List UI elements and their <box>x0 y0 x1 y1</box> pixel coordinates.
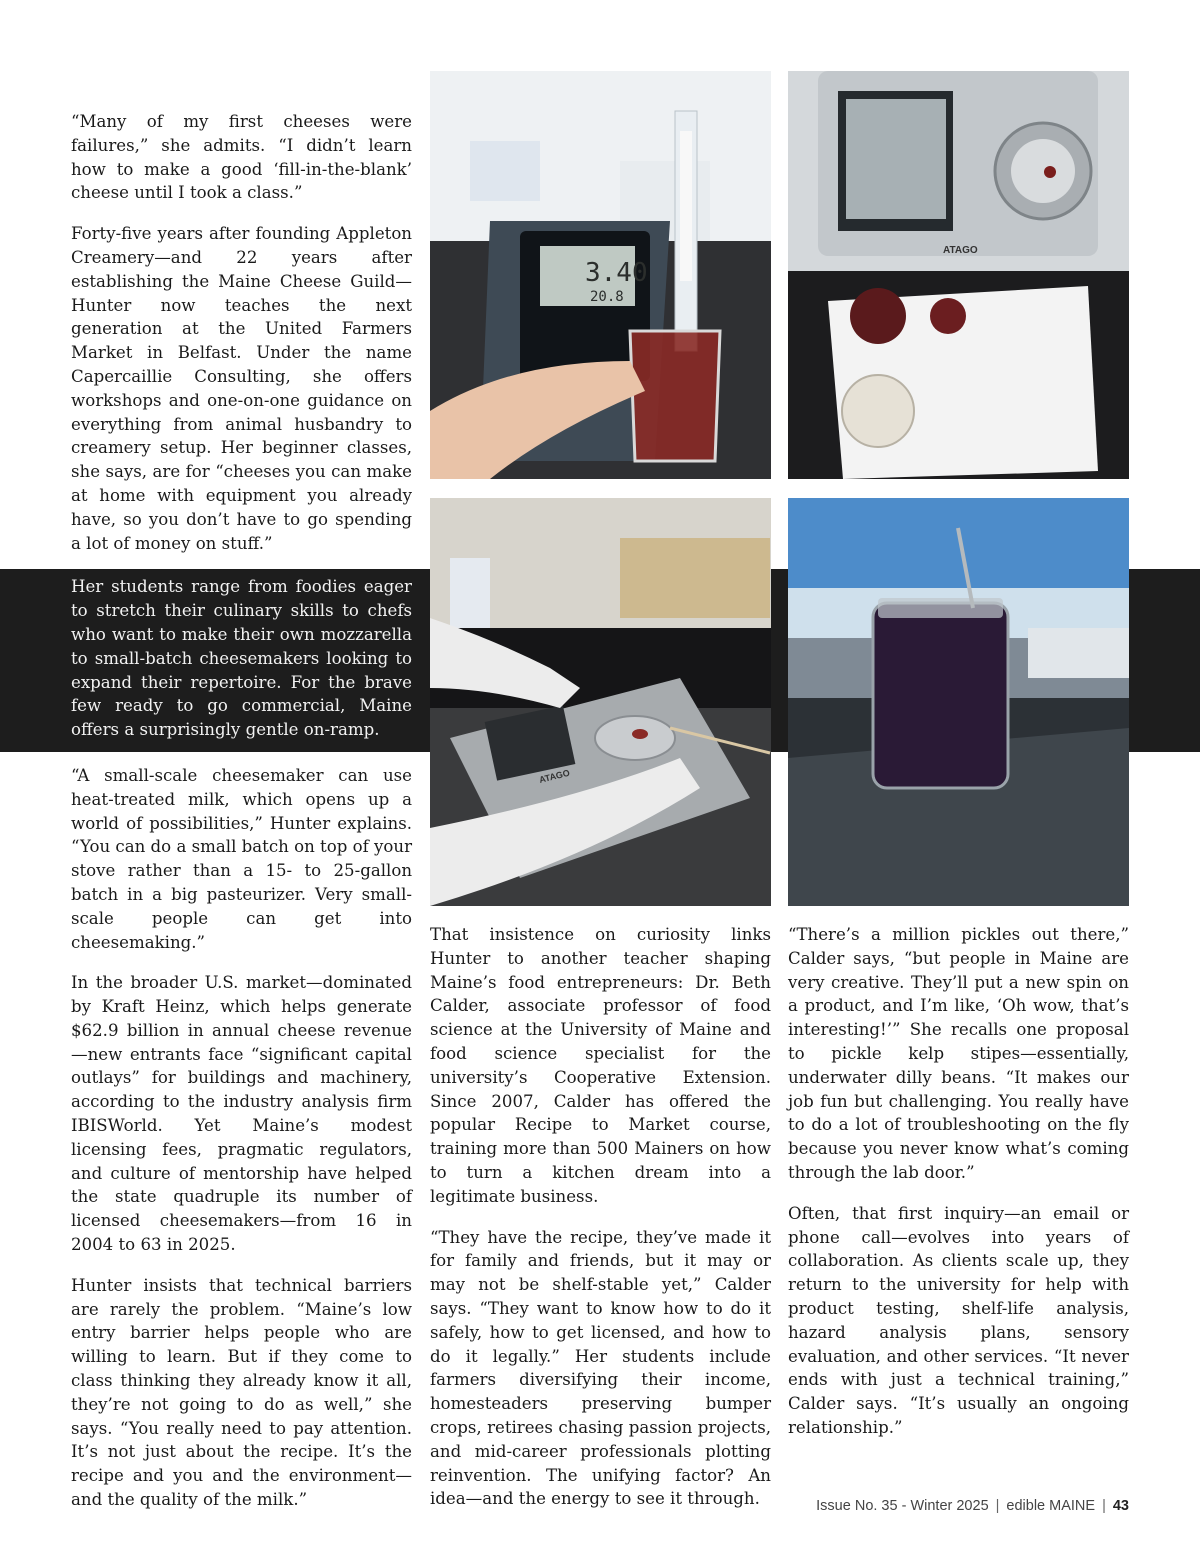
footer-separator: | <box>1102 1498 1106 1514</box>
magazine-name: edible MAINE <box>1006 1498 1096 1514</box>
footer-separator: | <box>995 1498 1000 1514</box>
photo-jam-jar <box>788 498 1129 906</box>
text-column-1 <box>71 110 412 1529</box>
paragraph: “They have the recipe, they’ve made it for family and friends, but it may or may not be shelf-stable yet,” Calder says. “They want to know how to do it safely, how to get licensed, and how to do it legally.” Her students include farmers diversifying their income, homesteaders preserving bumper crops, retirees chasing passion projects, and mid-career professionals plotting reinvention. The unifying factor? An idea—and the energy to see it through. <box>430 1227 771 1509</box>
paragraph: Forty-five years after founding Appleton Creamery—and 22 years after establishing the Maine Cheese Guild—Hunter now teaches the next generation at the United Farmers Market in Belfast. Under the name Capercaillie Consulting, she offers workshops and one-on-one guidance on everything from animal husbandry to creamery setup. Her beginner classes, she says, are for “cheeses you can make at home with equipment you already have, so you don’t have to go spending a lot of money on stuff.” <box>71 224 412 553</box>
text-column-2 <box>430 923 771 1528</box>
lab-sample-illustration <box>430 498 771 906</box>
paragraph: “There’s a million pickles out there,” Calder says, “but people in Maine are very creative. They’ll put a new spin on a product, and I’m like, ‘Oh wow, that’s interesting!’” She recalls one proposal to pickle kelp stipes—essentially, underwater dilly beans. “It makes our job fun but challenging. You really have to do a lot of troubleshooting on the fly because you never know what’s coming through the lab door.” <box>788 925 1129 1182</box>
photo-lab-refractometer-sample <box>430 498 771 906</box>
ph-temp: 20.8 <box>590 289 624 305</box>
refractometer-illustration <box>788 71 1129 479</box>
paragraph-highlight: Her students range from foodies eager to stretch their culinary skills to chefs who want to make their own mozzarella to small-batch cheesemakers looking to expand their repertoire. For the brave few ready to go commercial, Maine offers a surprisingly gentle on-ramp. <box>71 577 412 740</box>
page-footer <box>816 1498 1129 1514</box>
paragraph: “A small-scale cheesemaker can use heat-treated milk, which opens up a world of possibilities,” Hunter explains. “You can do a small batch on top of your stove rather than a 15- to 25-gallon batch in a big pasteurizer. Very small-scale people can get into cheesemaking.” <box>71 765 412 952</box>
page-number: 43 <box>1112 1498 1129 1514</box>
jam-jar-illustration <box>788 498 1129 906</box>
ph-meter-illustration <box>430 71 771 479</box>
photo-refractometer <box>788 71 1129 479</box>
brand-label: ATAGO <box>538 767 571 785</box>
photo-ph-meter <box>430 71 771 479</box>
paragraph: Hunter insists that technical barriers are rarely the problem. “Maine’s low entry barrier helps people who are willing to learn. But if they come to class thinking they already know it all, they’re not going to do as well,” she says. “You really need to pay attention. It’s not just about the recipe. It’s the recipe and you and the environment—and the quality of the milk.” <box>71 1275 412 1510</box>
paragraph: Often, that first inquiry—an email or phone call—evolves into years of collaboration. As clients scale up, they return to the university for help with product testing, shelf-life analysis, hazard analysis plans, sensory evaluation, and other services. “It never ends with just a technical training,” Calder says. “It’s usually an ongoing relationship.” <box>788 1203 1129 1437</box>
ph-reading: 3.40 <box>585 258 648 288</box>
paragraph: That insistence on curiosity links Hunter to another teacher shaping Maine’s food entrepreneurs: Dr. Beth Calder, associate professor of food science at the University of Maine and food science specialist for the university’s Cooperative Extension. Since 2007, Calder has offered the popular Recipe to Market course, training more than 500 Mainers on how to turn a kitchen dream into a legitimate business. <box>430 925 771 1206</box>
brand-label: ATAGO <box>943 245 978 256</box>
issue-label: Issue No. 35 - Winter 2025 <box>816 1498 989 1514</box>
paragraph: “Many of my first cheeses were failures,” she admits. “I didn’t learn how to make a good ‘fill-in-the-blank’ cheese until I took a class.” <box>71 112 412 203</box>
text-column-3 <box>788 923 1129 1457</box>
paragraph: In the broader U.S. market—dominated by Kraft Heinz, which helps generate $62.9 billion in annual cheese revenue—new entrants face “significant capital outlays” for buildings and machinery, according to the industry analysis firm IBISWorld. Yet Maine’s modest licensing fees, pragmatic regulators, and culture of mentorship have helped the state quadruple its number of licensed cheesemakers—from 16 in 2004 to 63 in 2025. <box>71 973 412 1255</box>
